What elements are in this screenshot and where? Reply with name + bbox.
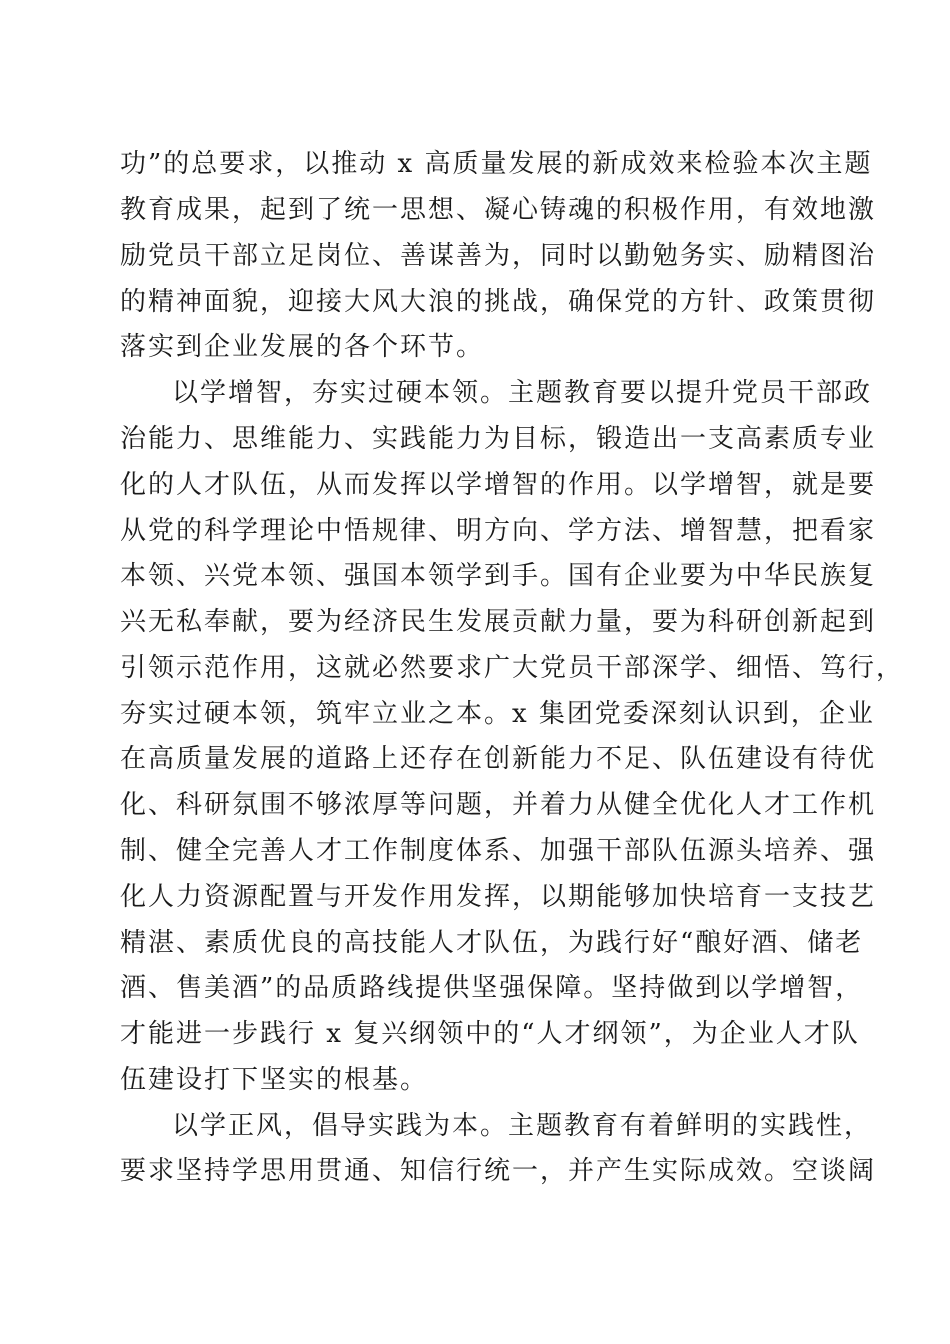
paragraph-line: 酒、售美酒”的品质路线提供坚强保障。坚持做到以学增智， [120, 973, 864, 1003]
paragraph-line: 夯实过硬本领，筑牢立业之本。x 集团党委深刻认识到，企业 [120, 699, 875, 729]
paragraph-line: 精湛、素质优良的高技能人才队伍，为践行好“酿好酒、储老 [120, 928, 864, 958]
paragraph-line: 伍建设打下坚实的根基。 [120, 1065, 429, 1095]
paragraph-line: 兴无私奉献，要为经济民生发展贡献力量，要为科研创新起到 [120, 607, 877, 637]
paragraph-line: 引领示范作用，这就必然要求广大党员干部深学、细悟、笃行， [120, 653, 905, 683]
paragraph-line: 化的人才队伍，从而发挥以学增智的作用。以学增智，就是要 [120, 470, 877, 500]
paragraph-line: 从党的科学理论中悟规律、明方向、学方法、增智慧，把看家 [120, 516, 877, 546]
paragraph-line: 的精神面貌，迎接大风大浪的挑战，确保党的方针、政策贯彻 [120, 287, 877, 317]
paragraph-line: 在高质量发展的道路上还存在创新能力不足、队伍建设有待优 [120, 744, 877, 774]
paragraph-heading-line: 以学正风，倡导实践为本。主题教育有着鲜明的实践性， [172, 1111, 873, 1141]
paragraph-line: 功”的总要求，以推动 x 高质量发展的新成效来检验本次主题 [120, 149, 873, 179]
paragraph-line: 落实到企业发展的各个环节。 [120, 332, 485, 362]
paragraph-line: 要求坚持学思用贯通、知信行统一，并产生实际成效。空谈阔 [120, 1156, 877, 1186]
paragraph-line: 化、科研氛围不够浓厚等问题，并着力从健全优化人才工作机 [120, 790, 877, 820]
paragraph-line: 治能力、思维能力、实践能力为目标，锻造出一支高素质专业 [120, 424, 877, 454]
paragraph-line: 教育成果，起到了统一思想、凝心铸魂的积极作用，有效地激 [120, 195, 877, 225]
paragraph-heading-line: 以学增智，夯实过硬本领。主题教育要以提升党员干部政 [172, 378, 873, 408]
paragraph-line: 化人力资源配置与开发作用发挥，以期能够加快培育一支技艺 [120, 882, 877, 912]
paragraph-line: 励党员干部立足岗位、善谋善为，同时以勤勉务实、励精图治 [120, 241, 877, 271]
paragraph-line: 本领、兴党本领、强国本领学到手。国有企业要为中华民族复 [120, 561, 877, 591]
paragraph-line: 才能进一步践行 x 复兴纲领中的“人才纲领”，为企业人才队 [120, 1019, 860, 1049]
paragraph-line: 制、健全完善人才工作制度体系、加强干部队伍源头培养、强 [120, 836, 877, 866]
